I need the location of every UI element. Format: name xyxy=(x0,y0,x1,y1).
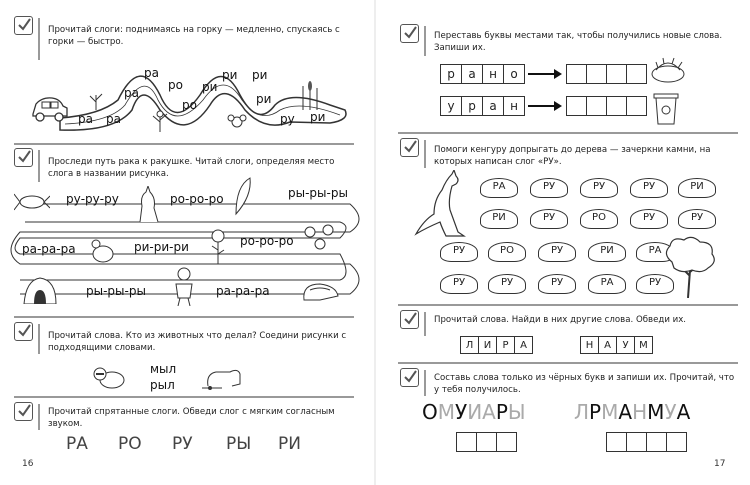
stone[interactable]: РУ xyxy=(538,272,576,294)
path-syllables: ру-ру-ру xyxy=(66,192,119,206)
checkmark-icon xyxy=(400,368,419,387)
stone[interactable]: РО xyxy=(488,240,526,262)
checkmark-icon xyxy=(400,310,419,329)
hidden-syllable: РЫ xyxy=(226,434,252,454)
stone[interactable]: РУ xyxy=(678,207,716,229)
gray-letter: У xyxy=(664,400,677,424)
checkmark-icon xyxy=(14,16,33,35)
gray-letter: Н xyxy=(632,400,648,424)
gray-letter: М xyxy=(437,400,456,424)
kangaroo-icon xyxy=(132,186,162,222)
task1-text: Прочитай слоги: поднимаясь на горку — медленно, спускаясь с горки — быстро. xyxy=(48,25,340,47)
hidden-syllable: РО xyxy=(118,434,142,454)
black-letter: Р xyxy=(589,400,602,424)
stone[interactable]: РО xyxy=(580,207,618,229)
gray-letter: Ы xyxy=(507,400,526,424)
wave-syllable: ри xyxy=(310,110,326,124)
path-syllables: ра-ра-ра xyxy=(216,284,270,298)
gray-letter: М xyxy=(601,400,619,424)
wave-syllable: ри xyxy=(252,68,268,82)
gray-letter: Л xyxy=(574,400,590,424)
stone[interactable]: РУ xyxy=(440,240,478,262)
feather-icon xyxy=(232,176,256,216)
stone[interactable]: РУ xyxy=(636,272,674,294)
stone[interactable]: РА xyxy=(588,272,626,294)
right-task3-text: Прочитай слова. Найди в них другие слова. Обведи их. xyxy=(434,315,687,325)
stone[interactable]: РУ xyxy=(488,272,526,294)
right-page xyxy=(380,0,750,485)
mixed-letters-1 xyxy=(422,400,526,424)
answer-box[interactable] xyxy=(456,432,517,452)
hidden-syllable: РУ xyxy=(172,434,193,454)
hidden-syllable: РА xyxy=(66,434,88,454)
book-spine xyxy=(374,0,376,485)
checkmark-icon xyxy=(400,138,419,157)
word-naum-box[interactable]: Н А У М xyxy=(580,336,653,354)
wave-syllable: ра xyxy=(124,86,139,100)
checkmark-icon xyxy=(400,24,419,43)
word-ryl: рыл xyxy=(150,378,175,392)
car-icon xyxy=(30,94,70,124)
stone[interactable]: РУ xyxy=(630,176,668,198)
word-rano-box: р а н о xyxy=(440,64,525,84)
rose-icon xyxy=(206,228,230,264)
path-syllables: ро-ро-ро xyxy=(240,234,294,248)
seashell-icon xyxy=(300,280,340,304)
path-syllables: ро-ро-ро xyxy=(170,192,224,206)
checkmark-icon xyxy=(14,148,33,167)
cave-icon xyxy=(22,276,58,304)
wave-syllable: ра xyxy=(144,66,159,80)
gray-letter: И xyxy=(467,400,483,424)
wave-syllable: ро xyxy=(168,78,183,92)
page-number: 16 xyxy=(22,459,34,469)
wave-syllable: ра xyxy=(78,112,93,126)
stone[interactable]: РИ xyxy=(588,240,626,262)
path-syllables: ры-ры-ры xyxy=(288,186,348,200)
task2-text: Проследи путь рака к ракушке. Читай слоги, определяя место слога в названии рисунка. xyxy=(48,157,335,179)
flower-icon xyxy=(225,110,249,134)
right-task4-text: Составь слова только из чёрных букв и запиши их. Прочитай, что у тебя получилось. xyxy=(434,373,735,395)
stone[interactable]: РА xyxy=(480,176,518,198)
task3-text: Прочитай слова. Кто из животных что делал? Соедини рисунки с подходящими словами. xyxy=(48,331,347,353)
black-letter: А xyxy=(618,400,633,424)
stone[interactable]: РУ xyxy=(530,176,568,198)
raccoon-icon xyxy=(92,364,126,390)
flowers-icon xyxy=(300,222,340,258)
task4-text: Прочитай спрятанные слоги. Обведи слог с мягким согласным звуком. xyxy=(48,407,335,429)
dog-digging-icon xyxy=(202,360,244,392)
hidden-syllable: РИ xyxy=(278,434,301,454)
stone[interactable]: РИ xyxy=(678,176,716,198)
left-page xyxy=(0,0,372,485)
plant-icon xyxy=(86,90,106,110)
path-syllables: ри-ри-ри xyxy=(134,240,189,254)
arrow-icon xyxy=(528,100,564,112)
black-letter: А xyxy=(676,400,691,424)
stone[interactable]: РА xyxy=(636,240,674,262)
tree-icon xyxy=(662,236,718,298)
gray-letter: А xyxy=(482,400,496,424)
wave-syllable: ру xyxy=(280,112,295,126)
wave-syllable: ри xyxy=(202,80,218,94)
black-letter: Р xyxy=(495,400,508,424)
stone[interactable]: РУ xyxy=(530,207,568,229)
turkey-icon xyxy=(88,236,118,266)
black-letter: У xyxy=(455,400,468,424)
reeds-icon xyxy=(295,80,325,110)
path-syllables: ры-ры-ры xyxy=(86,284,146,298)
path-syllables: ра-ра-ра xyxy=(22,242,76,256)
word-uran-box: у р а н xyxy=(440,96,525,116)
checkmark-icon xyxy=(14,402,33,421)
flower-icon xyxy=(148,108,172,132)
trash-bin-icon xyxy=(652,88,680,126)
answer-box[interactable] xyxy=(566,96,647,116)
stone[interactable]: РУ xyxy=(580,176,618,198)
answer-box[interactable] xyxy=(606,432,687,452)
crayfish-icon xyxy=(14,188,50,216)
right-task1-text: Переставь буквы местами так, чтобы получились новые слова. Запиши их. xyxy=(434,31,723,53)
stone[interactable]: РИ xyxy=(480,207,518,229)
stone[interactable]: РУ xyxy=(538,240,576,262)
arrow-icon xyxy=(528,68,564,80)
mixed-letters-2 xyxy=(574,400,690,424)
answer-box[interactable] xyxy=(566,64,647,84)
page-number: 17 xyxy=(714,459,726,469)
word-myl: мыл xyxy=(150,362,177,376)
hedgehog-nest-icon xyxy=(650,52,686,84)
black-letter: М xyxy=(647,400,665,424)
stone[interactable]: РУ xyxy=(440,272,478,294)
wave-syllable: ро xyxy=(182,98,197,112)
stone[interactable]: РУ xyxy=(630,207,668,229)
checkmark-icon xyxy=(14,322,33,341)
black-letter: О xyxy=(422,400,438,424)
wave-syllable: ри xyxy=(256,92,272,106)
word-lira-box[interactable]: Л И Р А xyxy=(460,336,533,354)
boy-icon xyxy=(170,266,198,306)
kangaroo-icon xyxy=(412,170,468,240)
wave-syllable: ра xyxy=(106,112,121,126)
right-task2-text: Помоги кенгуру допрыгать до дерева — зачеркни камни, на которых написан слог «РУ». xyxy=(434,145,711,167)
wave-syllable: ри xyxy=(222,68,238,82)
